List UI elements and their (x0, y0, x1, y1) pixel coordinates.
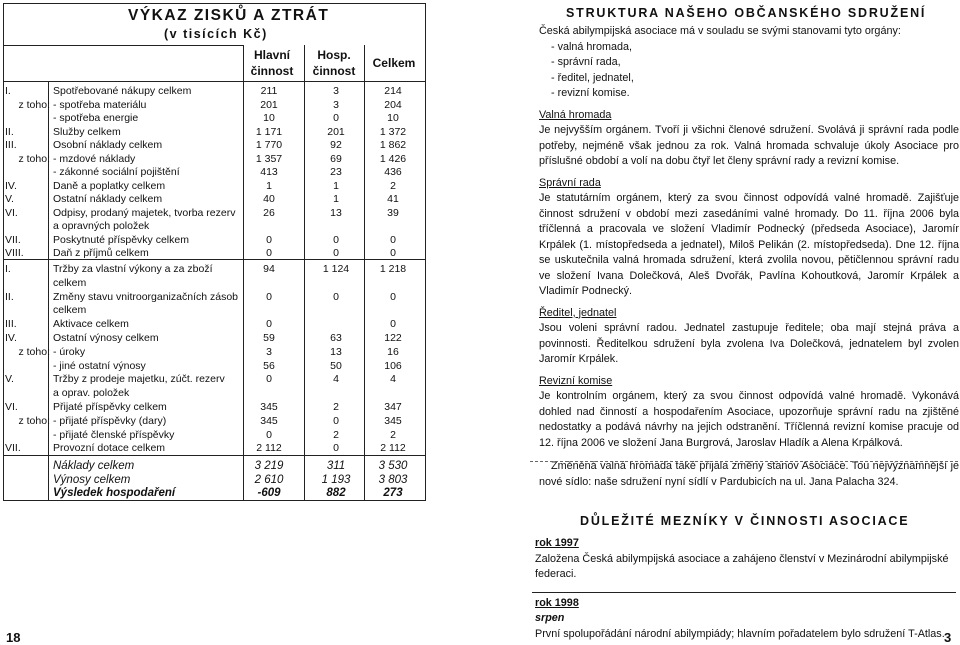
row-label: Ostatní výnosy celkem (53, 332, 159, 344)
row-subhead: z toho: (18, 345, 50, 358)
row-number: II. (5, 290, 14, 303)
value-main: 1 (266, 179, 272, 192)
value-total: 2 (390, 179, 396, 192)
closing-text: Změněná valná hromada také přijala změny stanov Asociace. Tou nejvýznamnější je nové sídlo: naše sdružení nyní sídlí v Pardubicích na ul. Jana Palacha 324. (539, 460, 959, 488)
row-number: IV. (5, 179, 17, 192)
row-number: I. (5, 85, 11, 97)
value-total: 2 (390, 428, 396, 441)
value-total: 122 (384, 332, 402, 344)
row-number: VII. (5, 233, 21, 246)
value-total: 204 (384, 98, 402, 111)
row-subhead: z toho: (18, 152, 50, 165)
value-total: 436 (384, 166, 402, 178)
milestone-divider (532, 592, 956, 593)
total-label: Výnosy celkem (53, 473, 131, 486)
milestone-month: srpen (535, 612, 565, 624)
value-side: 23 (330, 166, 342, 178)
column-divider (304, 45, 305, 501)
row-label: Přijaté příspěvky celkem (53, 401, 167, 413)
row-number: V. (5, 373, 14, 386)
value-main: 0 (266, 373, 272, 386)
value-side: 13 (330, 345, 342, 358)
value-side: 4 (333, 373, 339, 386)
value-side: 92 (330, 139, 342, 151)
value-total: 106 (384, 359, 402, 372)
row-label: Služby celkem (53, 125, 121, 138)
section-heading-valna-hromada: Valná hromada (539, 108, 612, 121)
value-main: 40 (263, 193, 275, 205)
section-text-spravni-rada: Je statutárním orgánem, který za svou činnost odpovídá valné hromadě. Zajišťuje činnost sdružení v období mezi zasedáními valné hromady. Do 11. října 2006 byla tříčlenná a pracovala ve složení Vladimír Podnecký (předseda Asociace), Jaromír Krpálek (1. místopředseda a jednatel), Miloš Pelikán (2. místopředseda). Dne 12. října se uskutečnila valná hromada sdružení, která zvolila novou, pětičlennou správní radu ve složení Ivana Dolečková, Aleš Dvořák, Pavlína Kohoutková, Jaromír Krpálek a Vladimír Podnecký. (539, 192, 959, 297)
value-main: 56 (263, 359, 275, 372)
row-number: IV. (5, 332, 17, 344)
statement-title: VÝKAZ ZISKŮ A ZTRÁT (128, 7, 330, 24)
value-main: 0 (266, 247, 272, 259)
value-total: 10 (387, 112, 399, 124)
row-label: - spotřeba energie (53, 112, 139, 124)
row-subhead: z toho: (18, 414, 50, 427)
value-main: 413 (260, 166, 278, 178)
value-main: 1 770 (255, 139, 283, 151)
structure-body (539, 24, 959, 490)
value-total: 0 (390, 247, 396, 259)
total-label: Náklady celkem (53, 460, 135, 472)
total-sum: 3 530 (378, 460, 408, 472)
value-side: 3 (333, 98, 339, 111)
value-side: 2 (333, 401, 339, 413)
section-text-reditel: Jsou voleni správní radou. Jednatel zastupuje ředitele; oba mají stejná práva a povinnosti. Ředitelkou sdružení byla zvolena Iva Dolečková, jednatelem byl zvolen Jaromír Krpálek. (539, 322, 959, 365)
total-sum: 273 (383, 487, 403, 499)
value-side: 201 (327, 125, 345, 138)
row-number: VIII. (5, 247, 24, 259)
milestone-year: rok 1998 (535, 596, 579, 609)
row-label: a opravných položek (53, 220, 150, 232)
row-label: - přijaté členské příspěvky (53, 428, 175, 441)
header-top-line (4, 45, 244, 46)
value-main: 3 (266, 345, 272, 358)
row-label: - jiné ostatní výnosy (53, 359, 146, 372)
value-total: 0 (390, 290, 396, 303)
value-main: 26 (263, 206, 275, 219)
milestones-title: DŮLEŽITÉ MEZNÍKY V ČINNOSTI ASOCIACE (580, 514, 910, 528)
value-total: 4 (390, 373, 396, 386)
value-total: 345 (384, 414, 402, 427)
value-side: 1 (333, 193, 339, 205)
column-divider (48, 455, 49, 501)
row-label: - spotřeba materiálu (53, 98, 147, 111)
row-label: a oprav. položek (53, 387, 130, 400)
statement-subtitle: (v tisících Kč) (164, 27, 268, 41)
value-side: 50 (330, 359, 342, 372)
total-side: 311 (326, 460, 346, 472)
value-total: 347 (384, 401, 402, 413)
value-main: 10 (263, 112, 275, 124)
page-number-left: 18 (6, 630, 21, 645)
value-side: 63 (330, 332, 342, 344)
organ-item: - revizní komise. (551, 87, 630, 99)
value-total: 0 (390, 233, 396, 246)
row-label: celkem (53, 304, 87, 317)
row-label: Daň z příjmů celkem (53, 247, 149, 259)
organs-list (539, 40, 959, 102)
value-total: 1 372 (379, 125, 407, 138)
value-total: 0 (390, 318, 396, 331)
value-side: 3 (333, 85, 339, 97)
structure-intro: Česká abilympijská asociace má v souladu se svými stanovami tyto orgány: (539, 25, 901, 37)
value-total: 16 (387, 345, 399, 358)
section-heading-spravni-rada: Správní rada (539, 176, 601, 189)
value-total: 1 426 (379, 152, 407, 165)
row-label: - zákonné sociální pojištění (53, 166, 180, 178)
column-main-header: Hlavní činnost (250, 48, 294, 78)
total-label: Výsledek hospodaření (53, 487, 176, 499)
total-side: 1 193 (321, 473, 351, 486)
value-total: 1 862 (379, 139, 407, 151)
column-total-header: Celkem (372, 56, 416, 70)
value-main: 201 (260, 98, 278, 111)
row-number: VI. (5, 206, 18, 219)
row-number: VI. (5, 401, 18, 413)
row-label: - mzdové náklady (53, 152, 136, 165)
row-label: - úroky (53, 345, 86, 358)
total-side: 882 (326, 487, 346, 499)
row-number: V. (5, 193, 14, 205)
row-number: III. (5, 318, 17, 331)
value-main: 0 (266, 318, 272, 331)
value-side: 0 (333, 112, 339, 124)
value-total: 39 (387, 206, 399, 219)
row-label: Spotřebované nákupy celkem (53, 85, 192, 97)
row-label: Ostatní náklady celkem (53, 193, 163, 205)
section-heading-revizni-komise: Revizní komise (539, 374, 613, 387)
row-label: Aktivace celkem (53, 318, 129, 331)
value-main: 0 (266, 290, 272, 303)
value-side: 1 124 (322, 263, 350, 275)
organ-item: - správní rada, (551, 56, 621, 68)
milestone-year: rok 1997 (535, 537, 579, 549)
page-number-right: 3 (944, 630, 952, 645)
organ-item: - ředitel, jednatel, (551, 71, 634, 84)
total-main: 3 219 (254, 460, 284, 472)
row-label: celkem (53, 276, 87, 289)
row-label: Provozní dotace celkem (53, 442, 166, 455)
row-label: Osobní náklady celkem (53, 139, 163, 151)
value-total: 2 112 (380, 442, 406, 455)
row-number: VII. (5, 442, 21, 455)
milestone-text: První spolupořádání národní abilympiády; hlavním pořadatelem bylo sdružení T-Atlas. (535, 627, 945, 640)
value-main: 59 (263, 332, 275, 344)
value-side: 69 (330, 152, 342, 165)
row-label: Odpisy, prodaný majetek, tvorba rezerv (53, 206, 236, 219)
column-side-header: Hosp. činnost (312, 48, 356, 78)
value-side: 2 (333, 428, 339, 441)
row-number: I. (5, 263, 11, 275)
organ-item: - valná hromada, (551, 40, 633, 53)
dashed-divider (530, 461, 958, 462)
total-main: -609 (257, 487, 281, 499)
header-bottom-line (4, 81, 426, 82)
row-number: III. (5, 139, 17, 151)
row-label: Tržby z prodeje majetku, zúčt. rezerv (53, 373, 225, 386)
section-text-valna-hromada: Je nejvyšším orgánem. Tvoří ji všichni členové sdružení. Svolává ji správní rada podle potřeby, nejméně však jednou za rok. Valná hromada schvaluje úkoly Asociace pro příslušné období a volí na dobu čtyř let členy správní rady a revizní komise. (539, 124, 959, 167)
value-main: 1 171 (255, 125, 283, 138)
row-subhead: z toho: (18, 98, 50, 111)
milestone-text: Založena Česká abilympijská asociace a zahájeno členství v Mezinárodní abilympijské federaci. (535, 552, 949, 580)
value-side: 1 (333, 179, 339, 192)
value-side: 13 (330, 206, 342, 219)
milestones-list (535, 536, 955, 642)
value-side: 0 (333, 442, 339, 455)
value-main: 2 112 (256, 442, 282, 455)
total-main: 2 610 (254, 473, 284, 486)
value-side: 0 (333, 247, 339, 259)
value-side: 0 (333, 290, 339, 303)
value-total: 214 (384, 85, 402, 97)
total-sum: 3 803 (378, 473, 408, 486)
value-side: 0 (333, 233, 339, 246)
value-main: 0 (266, 428, 272, 441)
value-side: 0 (333, 414, 339, 427)
structure-title: STRUKTURA NAŠEHO OBČANSKÉHO SDRUŽENÍ (566, 6, 927, 20)
row-label: Tržby za vlastní výkony a za zboží (53, 263, 213, 275)
value-main: 211 (260, 85, 278, 97)
value-main: 0 (266, 233, 272, 246)
value-main: 1 357 (255, 152, 283, 165)
column-divider (364, 45, 365, 501)
row-label: Poskytnuté příspěvky celkem (53, 233, 189, 246)
row-label: Změny stavu vnitroorganizačních zásob (53, 290, 239, 303)
row-number: II. (5, 125, 14, 138)
row-label: Daně a poplatky celkem (53, 179, 166, 192)
value-total: 41 (387, 193, 399, 205)
value-main: 345 (260, 414, 278, 427)
value-main: 94 (263, 263, 275, 275)
section-text-revizni-komise: Je kontrolním orgánem, který za svou činnost odpovídá valné hromadě. Vykonává dohled nad činností a hospodařením Asociace, upozorňuje správní radu na zjištěné nedostatky a podává návrhy na jejich odstranění. Tříčlenná revizní komise pracuje od 12. října 2006 ve složení Jana Burgrová, Jaroslav Hladík a Alena Krpálková. (539, 390, 959, 449)
row-label: - přijaté příspěvky (dary) (53, 414, 167, 427)
value-total: 1 218 (379, 263, 407, 275)
value-main: 345 (260, 401, 278, 413)
section-heading-reditel: Ředitel, jednatel (539, 306, 617, 319)
